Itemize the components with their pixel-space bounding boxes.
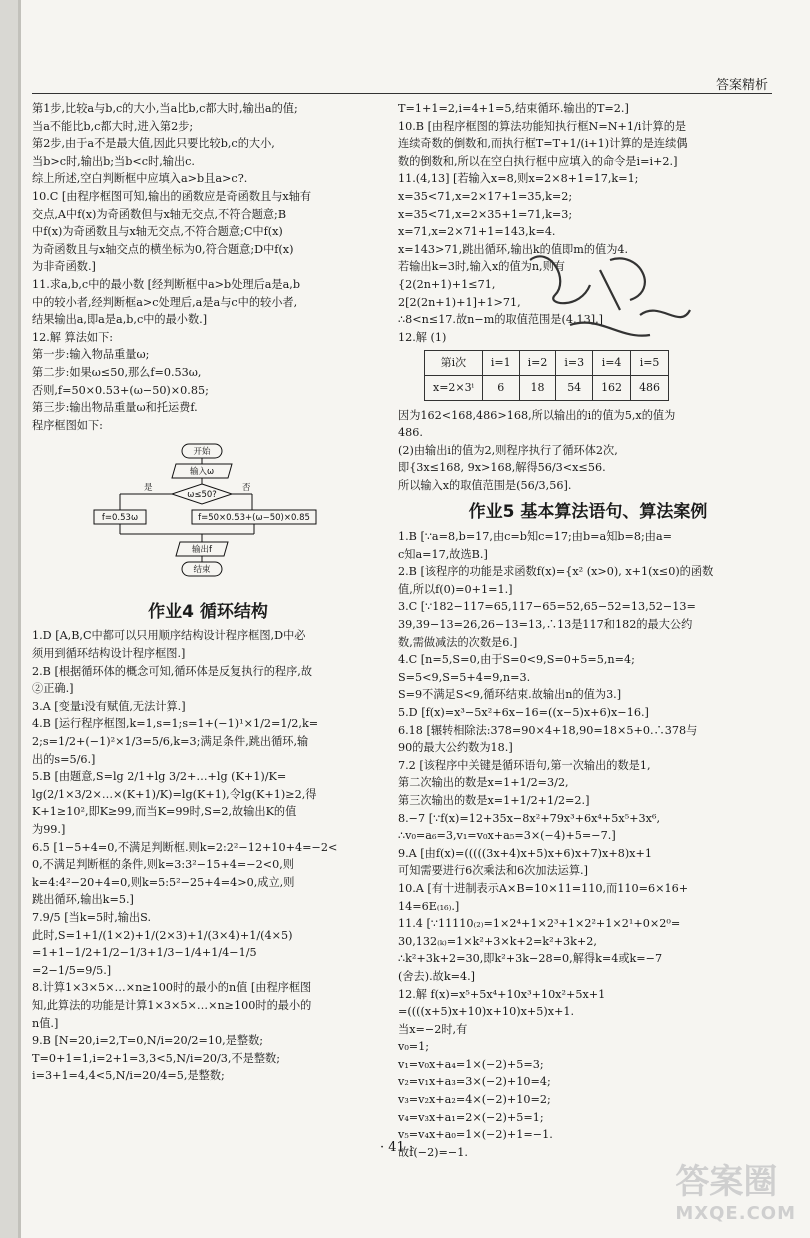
answer-line: 若输出k=3时,输入x的值为n,则有 [398, 260, 565, 274]
flow-left-box-label: f=0.53ω [101, 513, 139, 524]
answer-line: 此时,S=1+1/(1×2)+1/(2×3)+1/(3×4)+1/(4×5) [32, 928, 293, 942]
answer-line: T=1+1=2,i=4+1=5,结束循环.输出的T=2.] [398, 102, 629, 115]
answer-line: 486. [398, 426, 423, 440]
answer-line: 知,此算法的功能是计算1×3×5×…×n≥100时的最小的 [32, 998, 312, 1012]
table-cell: 162 [593, 375, 631, 400]
answer-line: 11.4 [∵11110₍₂₎=1×2⁴+1×2³+1×2²+1×2¹+0×2⁰= [398, 917, 681, 931]
watermark [675, 1154, 796, 1224]
left-top-answers [32, 100, 384, 434]
answer-line: 5.D [f(x)=x³−5x²+6x−16=((x−5)x+6)x−16.] [398, 706, 649, 719]
answer-line: 可知需要进行6次乘法和6次加法运算.] [398, 864, 588, 878]
table-cell: i=2 [519, 351, 556, 376]
answer-line: 综上所述,空白判断框中应填入a>b且a>c?. [32, 172, 248, 186]
answer-line: 数,需做减法的次数是6.] [398, 635, 518, 649]
page-header-title: 答案精析 [715, 78, 768, 93]
answer-line: 8.−7 [∵f(x)=12+35x−8x²+79x³+6x⁴+5x⁵+3x⁶, [398, 811, 661, 825]
flow-right-box-label: f=50×0.53+(ω−50)×0.85 [198, 513, 310, 524]
section-4-answers [32, 627, 384, 1084]
loop-table-data-row [425, 375, 669, 400]
answer-line: 当a不能比b,c都大时,进入第2步; [32, 119, 194, 133]
answer-line: 6.5 [1−5+4=0,不满足判断框.则k=2:2²−12+10+4=−2< [32, 840, 338, 854]
flow-input-label: 输入ω [189, 467, 215, 478]
answer-line: 否则,f=50×0.53+(ω−50)×0.85; [32, 383, 209, 397]
answer-line: v₂=v₁x+a₃=3×(−2)+10=4; [398, 1075, 551, 1089]
answer-line: 14=6E₍₁₆₎.] [398, 899, 460, 913]
answer-line: 须用到循环结构设计程序框图.] [32, 647, 186, 661]
table-cell: 18 [519, 375, 556, 400]
answer-line: v₃=v₂x+a₂=4×(−2)+10=2; [398, 1093, 551, 1107]
answer-line: 0,不满足判断框的条件,则k=3:3²−15+4=−2<0,则 [32, 858, 294, 872]
answer-line: 跳出循环,输出k=5.] [32, 893, 134, 907]
answer-line: v₅=v₄x+a₀=1×(−2)+1=−1. [398, 1128, 553, 1142]
flowchart [92, 442, 322, 582]
answer-line: 12.解 f(x)=x⁵+5x⁴+10x³+10x²+5x+1 [398, 987, 606, 1001]
flow-decision-label: ω≤50? [187, 490, 217, 501]
section-5-title: 作业5 基本算法语句、算法案例 [468, 502, 708, 523]
answer-line: 7.9/5 [当k=5时,输出S. [32, 910, 151, 924]
answer-line: 当b>c时,输出b;当b<c时,输出c. [32, 154, 195, 168]
watermark-brand: 答案圈 [675, 1162, 778, 1202]
answer-line: 4.B [运行程序框图,k=1,s=1;s=1+(−1)¹×1/2=1/2,k= [32, 717, 319, 731]
answer-line: 第1步,比较a与b,c的大小,当a比b,c都大时,输出a的值; [32, 102, 298, 115]
answer-line: 10.A [有十进制表示A×B=10×11=110,而110=6×16+ [398, 881, 689, 895]
answer-line: x=35<71,x=2×17+1=35,k=2; [398, 189, 573, 203]
answer-line: 即{3x≤168, 9x>168,解得56/3<x≤56. [398, 461, 606, 475]
answer-line: 1.B [∵a=8,b=17,由c=b知c=17;由b=a知b=8;由a= [398, 530, 673, 544]
flow-output-label: 输出f [192, 545, 212, 556]
answer-line: 交点,A中f(x)为奇函数但与x轴无交点,不符合题意;B [32, 207, 287, 221]
answer-line: ∴8<n≤17.故n−m的取值范围是(4,13].] [398, 313, 604, 327]
table-cell: i=3 [556, 351, 593, 376]
answer-line: =((((x+5)x+10)x+10)x+5)x+1. [398, 1005, 575, 1019]
answer-line: 12.解 算法如下: [32, 330, 114, 344]
answer-line: ∴v₀=a₆=3,v₁=v₀x+a₅=3×(−4)+5=−7.] [398, 829, 616, 843]
answer-line: 2[2(2n+1)+1]+1>71, [398, 295, 521, 309]
answer-line: 第一步:输入物品重量ω; [32, 348, 150, 362]
answer-line: 第2步,由于a不是最大值,因此只要比较b,c的大小, [32, 137, 275, 151]
answer-line: 3.C [∵182−117=65,117−65=52,65−52=13,52−13= [398, 600, 696, 614]
answer-line: 结果输出a,即a是a,b,c中的最小数.] [32, 313, 208, 327]
answer-line: K+1≥10²,即K≥99,而当K=99时,S=2,故输出K的值 [32, 805, 297, 819]
answer-line: 90的最大公约数为18.] [398, 741, 513, 755]
answer-line: 2.B [该程序的功能是求函数f(x)={x² (x>0), x+1(x≤0)的函数 [398, 565, 714, 579]
section-5-answers [398, 528, 778, 1161]
answer-line: 5.B [由题意,S=lg 2/1+lg 3/2+…+lg (K+1)/K= [32, 770, 287, 784]
header-divider [32, 93, 772, 94]
answer-line: =2−1/5=9/5.] [32, 963, 112, 977]
answer-line: ②正确.] [32, 682, 74, 696]
answer-line: 第二次输出的数是x=1+1/2=3/2, [398, 776, 569, 790]
answer-line: 2.B [根据循环体的概念可知,循环体是反复执行的程序,故 [32, 664, 313, 678]
answer-line: 第三步:输出物品重量ω和托运费f. [32, 401, 198, 415]
answer-line: v₄=v₃x+a₁=2×(−2)+5=1; [398, 1110, 544, 1124]
right-mid-answers [398, 407, 778, 495]
answer-line: 为奇函数且与x轴交点的横坐标为0,符合题意;D中f(x) [32, 242, 294, 256]
answer-line: 3.A [变量i没有赋值,无法计算.] [32, 699, 186, 713]
answer-line: 2;s=1/2+(−1)²×1/3=5/6,k=3;满足条件,跳出循环,输 [32, 735, 309, 749]
answer-line: =1+1−1/2+1/2−1/3+1/3−1/4+1/4−1/5 [32, 946, 257, 960]
answer-line: 因为162<168,486>168,所以输出的i的值为5,x的值为 [398, 408, 676, 422]
handwritten-scribble [510, 240, 700, 350]
answer-line: 值,所以f(0)=0+1=1.] [398, 582, 513, 596]
watermark-site: MXQE.COM [675, 1203, 796, 1224]
answer-line: S=5<9,S=5+4=9,n=3. [398, 670, 531, 684]
answer-line: 7.2 [该程序中关键是循环语句,第一次输出的数是1, [398, 758, 651, 772]
answer-line: (舍去).故k=4.] [398, 969, 476, 983]
table-cell: 54 [556, 375, 593, 400]
table-cell: 第i次 [425, 351, 483, 376]
answer-line: k=4:4²−20+4=0,则k=5:5²−25+4=4>0,成立,则 [32, 875, 295, 889]
flow-yes-label: 是 [144, 483, 153, 494]
answer-line: 为99.] [32, 823, 66, 836]
answer-line: 1.D [A,B,C中都可以只用顺序结构设计程序框图,D中必 [32, 629, 306, 643]
answer-line: 为非奇函数.] [32, 260, 96, 274]
answer-line: 第二步:如果ω≤50,那么f=0.53ω, [32, 365, 202, 379]
loop-table [424, 350, 669, 400]
answer-line: 数的倒数和,所以在空白执行框中应填入的命令是i=i+2.] [398, 154, 678, 168]
answer-line: 故f(−2)=−1. [398, 1145, 468, 1159]
answer-line: v₁=v₀x+a₄=1×(−2)+5=3; [398, 1057, 544, 1071]
answer-line: x=35<71,x=2×35+1=71,k=3; [398, 207, 573, 221]
page-number: · 41 · [380, 1140, 414, 1155]
answer-line: lg(2/1×3/2×…×(K+1)/K)=lg(K+1),令lg(K+1)≥2,得 [32, 787, 317, 801]
flow-start-label: 开始 [193, 447, 211, 458]
answer-line: c知a=17,故选B.] [398, 547, 488, 561]
answer-line: 中f(x)为奇函数且与x轴无交点,不符合题意;C中f(x) [32, 225, 283, 239]
book-edge [0, 0, 18, 1238]
answer-line: 11.求a,b,c中的最小数 [经判断框中a>b处理后a是a,b [32, 277, 300, 291]
answer-line: 12.解 (1) [398, 330, 447, 344]
answer-line: 30,132₍ₖ₎=1×k²+3×k+2=k²+3k+2, [398, 934, 597, 948]
answer-line: 6.18 [辗转相除法:378=90×4+18,90=18×5+0.∴378与 [398, 723, 698, 737]
answer-line: x=143>71,跳出循环,输出k的值即m的值为4. [398, 242, 629, 256]
left-column [32, 100, 384, 1085]
answer-line: 出的s=5/6.] [32, 752, 96, 766]
answer-line: 9.B [N=20,i=2,T=0,N/i=20/2=10,是整数; [32, 1034, 264, 1048]
answer-line: i=3+1=4,4<5,N/i=20/4=5,是整数; [32, 1069, 225, 1083]
answer-line: ∴k²+3k+2=30,即k²+3k−28=0,解得k=4或k=−7 [398, 952, 663, 966]
table-cell: i=5 [631, 351, 669, 376]
answer-line: 所以输入x的取值范围是(56/3,56]. [398, 478, 572, 492]
answer-line: S=9不满足S<9,循环结束.故输出n的值为3.] [398, 688, 622, 702]
answer-line: 10.B [由程序框图的算法功能知执行框N=N+1/i计算的是 [398, 119, 687, 133]
answer-line: 8.计算1×3×5×…×n≥100时的最小的n值 [由程序框图 [32, 981, 312, 995]
flow-end-label: 结束 [193, 565, 211, 576]
table-cell: i=4 [593, 351, 631, 376]
answer-line: n值.] [32, 1016, 59, 1030]
answer-line: x=71,x=2×71+1=143,k=4. [398, 225, 556, 239]
table-cell: x=2×3ⁱ [425, 375, 483, 400]
loop-table-header-row [425, 351, 669, 376]
answer-line: 连续奇数的倒数和,而执行框T=T+1/(i+1)计算的是连续偶 [398, 137, 688, 151]
answer-line: 第三次输出的数是x=1+1/2+1/2=2.] [398, 793, 590, 807]
answer-line: 11.(4,13] [若输入x=8,则x=2×8+1=17,k=1; [398, 172, 639, 186]
section-4-title: 作业4 循环结构 [148, 601, 268, 622]
book-spine-shadow [18, 0, 21, 1238]
answer-line: v₀=1; [398, 1040, 430, 1054]
answer-line: (2)由输出i的值为2,则程序执行了循环体2次, [398, 443, 618, 457]
answer-line: 10.C [由程序框图可知,输出的函数应是奇函数且与x轴有 [32, 189, 312, 203]
answer-line: {2(2n+1)+1≤71, [398, 277, 496, 291]
answer-line: 4.C [n=5,S=0,由于S=0<9,S=0+5=5,n=4; [398, 653, 635, 667]
flow-no-label: 否 [242, 483, 251, 494]
answer-line: T=0+1=1,i=2+1=3,3<5,N/i=20/3,不是整数; [32, 1051, 280, 1065]
answer-line: 9.A [由f(x)=(((((3x+4)x+5)x+6)x+7)x+8)x+1 [398, 846, 652, 860]
table-cell: 486 [631, 375, 669, 400]
answer-line: 中的较小者,经判断框a>c处理后,a是a与c中的较小者, [32, 295, 298, 309]
table-cell: i=1 [482, 351, 519, 376]
answer-line: 当x=−2时,有 [398, 1022, 468, 1036]
answer-line: 39,39−13=26,26−13=13,∴13是117和182的最大公约 [398, 618, 693, 632]
answer-line: 程序框图如下: [32, 418, 103, 432]
table-cell: 6 [482, 375, 519, 400]
